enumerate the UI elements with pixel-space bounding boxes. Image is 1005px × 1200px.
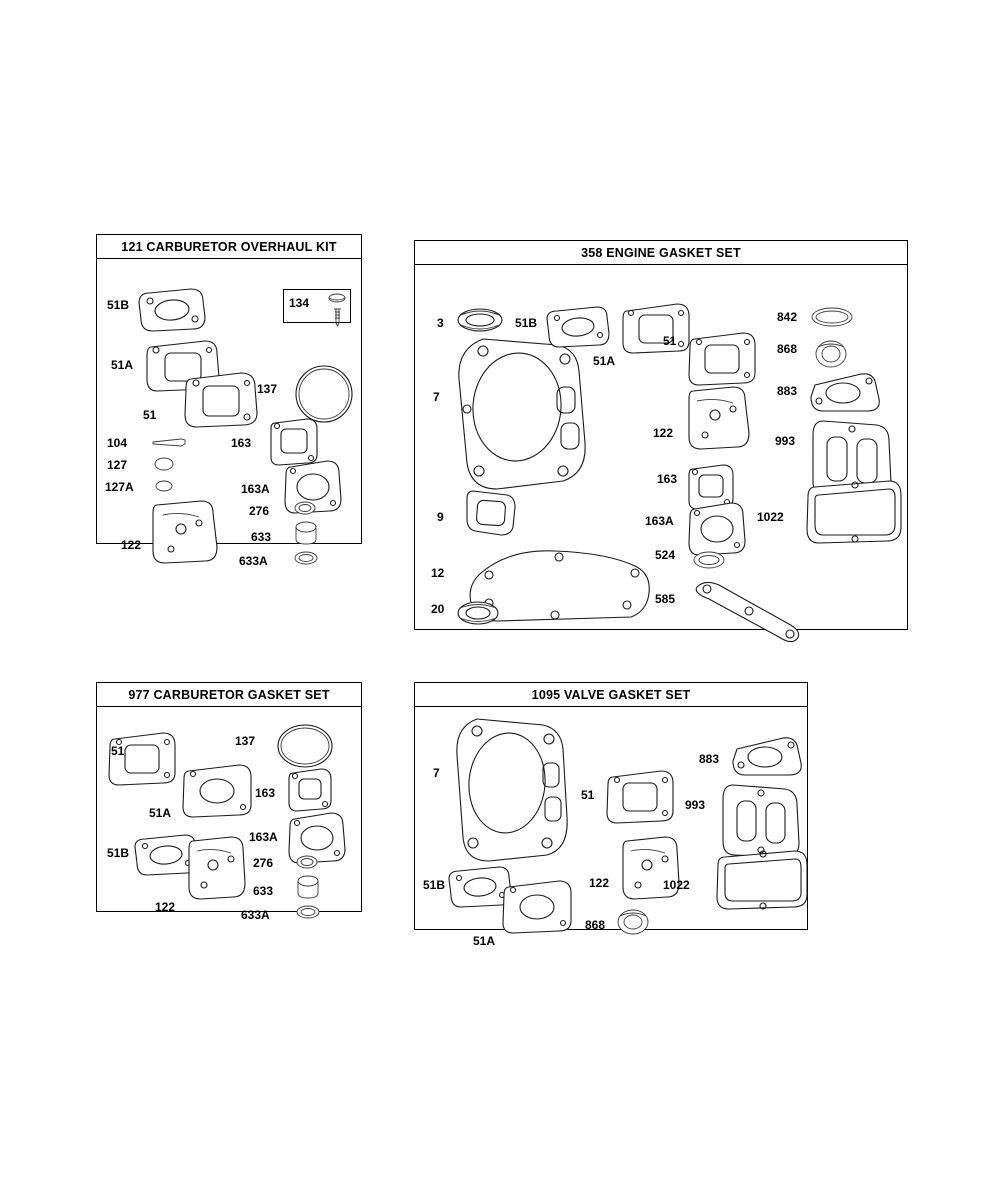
callout-163a: 163A	[645, 514, 674, 528]
part-122-diaphragm	[687, 385, 753, 451]
callout-633: 633	[253, 884, 274, 898]
callout-51b: 51B	[107, 846, 130, 860]
callout-585: 585	[655, 592, 676, 606]
part-883-gasket	[731, 735, 805, 779]
part-276-ring	[293, 853, 321, 871]
callout-51: 51	[143, 408, 157, 422]
callout-51b: 51B	[107, 298, 130, 312]
part-51-gasket	[605, 769, 677, 825]
part-51-gasket	[107, 731, 179, 787]
panel-engine-gasket-set	[414, 240, 908, 630]
part-122-diaphragm	[151, 499, 223, 565]
callout-1022: 1022	[663, 878, 690, 892]
part-868-seal	[813, 337, 849, 371]
panel-title: 358 ENGINE GASKET SET	[581, 245, 741, 260]
callout-163a: 163A	[241, 482, 270, 496]
panel-body	[415, 265, 907, 629]
callout-122: 122	[121, 538, 142, 552]
callout-137: 137	[235, 734, 256, 748]
part-104-pin	[151, 437, 189, 449]
part-524-ring	[691, 549, 727, 571]
part-137-o-ring	[293, 363, 355, 425]
callout-868: 868	[777, 342, 798, 356]
callout-127: 127	[107, 458, 128, 472]
callout-122: 122	[589, 876, 610, 890]
part-842-ring	[809, 305, 855, 329]
panel-title: 1095 VALVE GASKET SET	[531, 687, 691, 702]
callout-9: 9	[437, 510, 444, 524]
callout-51: 51	[111, 744, 125, 758]
callout-633a: 633A	[239, 554, 268, 568]
part-3-seal	[455, 303, 505, 337]
callout-633a: 633A	[241, 908, 270, 922]
part-51b-gasket	[545, 305, 613, 349]
callout-104: 104	[107, 436, 128, 450]
part-163-gasket	[287, 767, 335, 813]
callout-1022: 1022	[757, 510, 784, 524]
callout-163: 163	[657, 472, 678, 486]
callout-276: 276	[253, 856, 274, 870]
panel-title: 977 CARBURETOR GASKET SET	[128, 687, 330, 702]
part-51a-gasket	[181, 763, 255, 819]
callout-633: 633	[251, 530, 272, 544]
part-122-diaphragm	[187, 835, 249, 901]
part-51b-gasket	[137, 287, 209, 333]
part-633-cup	[293, 875, 323, 901]
panel-title-bar	[415, 241, 907, 265]
callout-524: 524	[655, 548, 676, 562]
callout-134: 134	[289, 296, 310, 310]
callout-51a: 51A	[473, 934, 496, 948]
callout-163: 163	[255, 786, 276, 800]
panel-carburetor-gasket-set	[96, 682, 362, 922]
callout-883: 883	[777, 384, 798, 398]
part-1022-gasket	[715, 849, 811, 911]
callout-993: 993	[685, 798, 706, 812]
callout-3: 3	[437, 316, 444, 330]
callout-127a: 127A	[105, 480, 134, 494]
part-883-gasket	[809, 371, 883, 415]
callout-163a: 163A	[249, 830, 278, 844]
callout-842: 842	[777, 310, 798, 324]
panel-title-bar	[97, 683, 361, 707]
part-633a-ring	[291, 549, 321, 567]
part-276-ring	[291, 499, 319, 517]
callout-20: 20	[431, 602, 445, 616]
callout-7: 7	[433, 390, 440, 404]
callout-122: 122	[653, 426, 674, 440]
callout-883: 883	[699, 752, 720, 766]
callout-51a: 51A	[593, 354, 616, 368]
part-7-head-gasket	[451, 715, 571, 865]
callout-51a: 51A	[111, 358, 134, 372]
part-9-gasket	[463, 487, 519, 539]
callout-122: 122	[155, 900, 176, 914]
part-868-seal	[615, 905, 651, 939]
part-51a-gasket	[501, 879, 575, 935]
callout-51: 51	[581, 788, 595, 802]
panel-valve-gasket-set	[414, 682, 808, 948]
part-51-gasket	[687, 331, 759, 387]
part-127-seal	[151, 455, 177, 473]
part-134-screw-assembly	[323, 289, 357, 325]
callout-276: 276	[249, 504, 270, 518]
callout-51a: 51A	[149, 806, 172, 820]
panel-title: 121 CARBURETOR OVERHAUL KIT	[121, 239, 337, 254]
callout-51b: 51B	[423, 878, 446, 892]
part-137-o-ring	[275, 721, 335, 771]
callout-7: 7	[433, 766, 440, 780]
part-633a-ring	[293, 903, 323, 921]
part-7-head-gasket	[453, 335, 593, 495]
callout-51b: 51B	[515, 316, 538, 330]
callout-163: 163	[231, 436, 252, 450]
callout-51: 51	[663, 334, 677, 348]
part-1022-gasket	[805, 479, 905, 545]
part-633-cup	[291, 521, 321, 547]
part-127a-seal	[151, 477, 177, 495]
callout-993: 993	[775, 434, 796, 448]
panel-body	[97, 259, 361, 568]
panel-body	[97, 707, 361, 922]
callout-137: 137	[257, 382, 278, 396]
callout-12: 12	[431, 566, 445, 580]
part-585-gasket	[687, 577, 807, 643]
panel-carburetor-overhaul-kit	[96, 234, 362, 568]
panel-title-bar	[415, 683, 807, 707]
part-51-gasket	[183, 371, 261, 429]
panel-body	[415, 707, 807, 948]
callout-868: 868	[585, 918, 606, 932]
panel-title-bar	[97, 235, 361, 259]
part-51a-gasket	[621, 301, 693, 355]
part-20-seal	[455, 597, 501, 629]
